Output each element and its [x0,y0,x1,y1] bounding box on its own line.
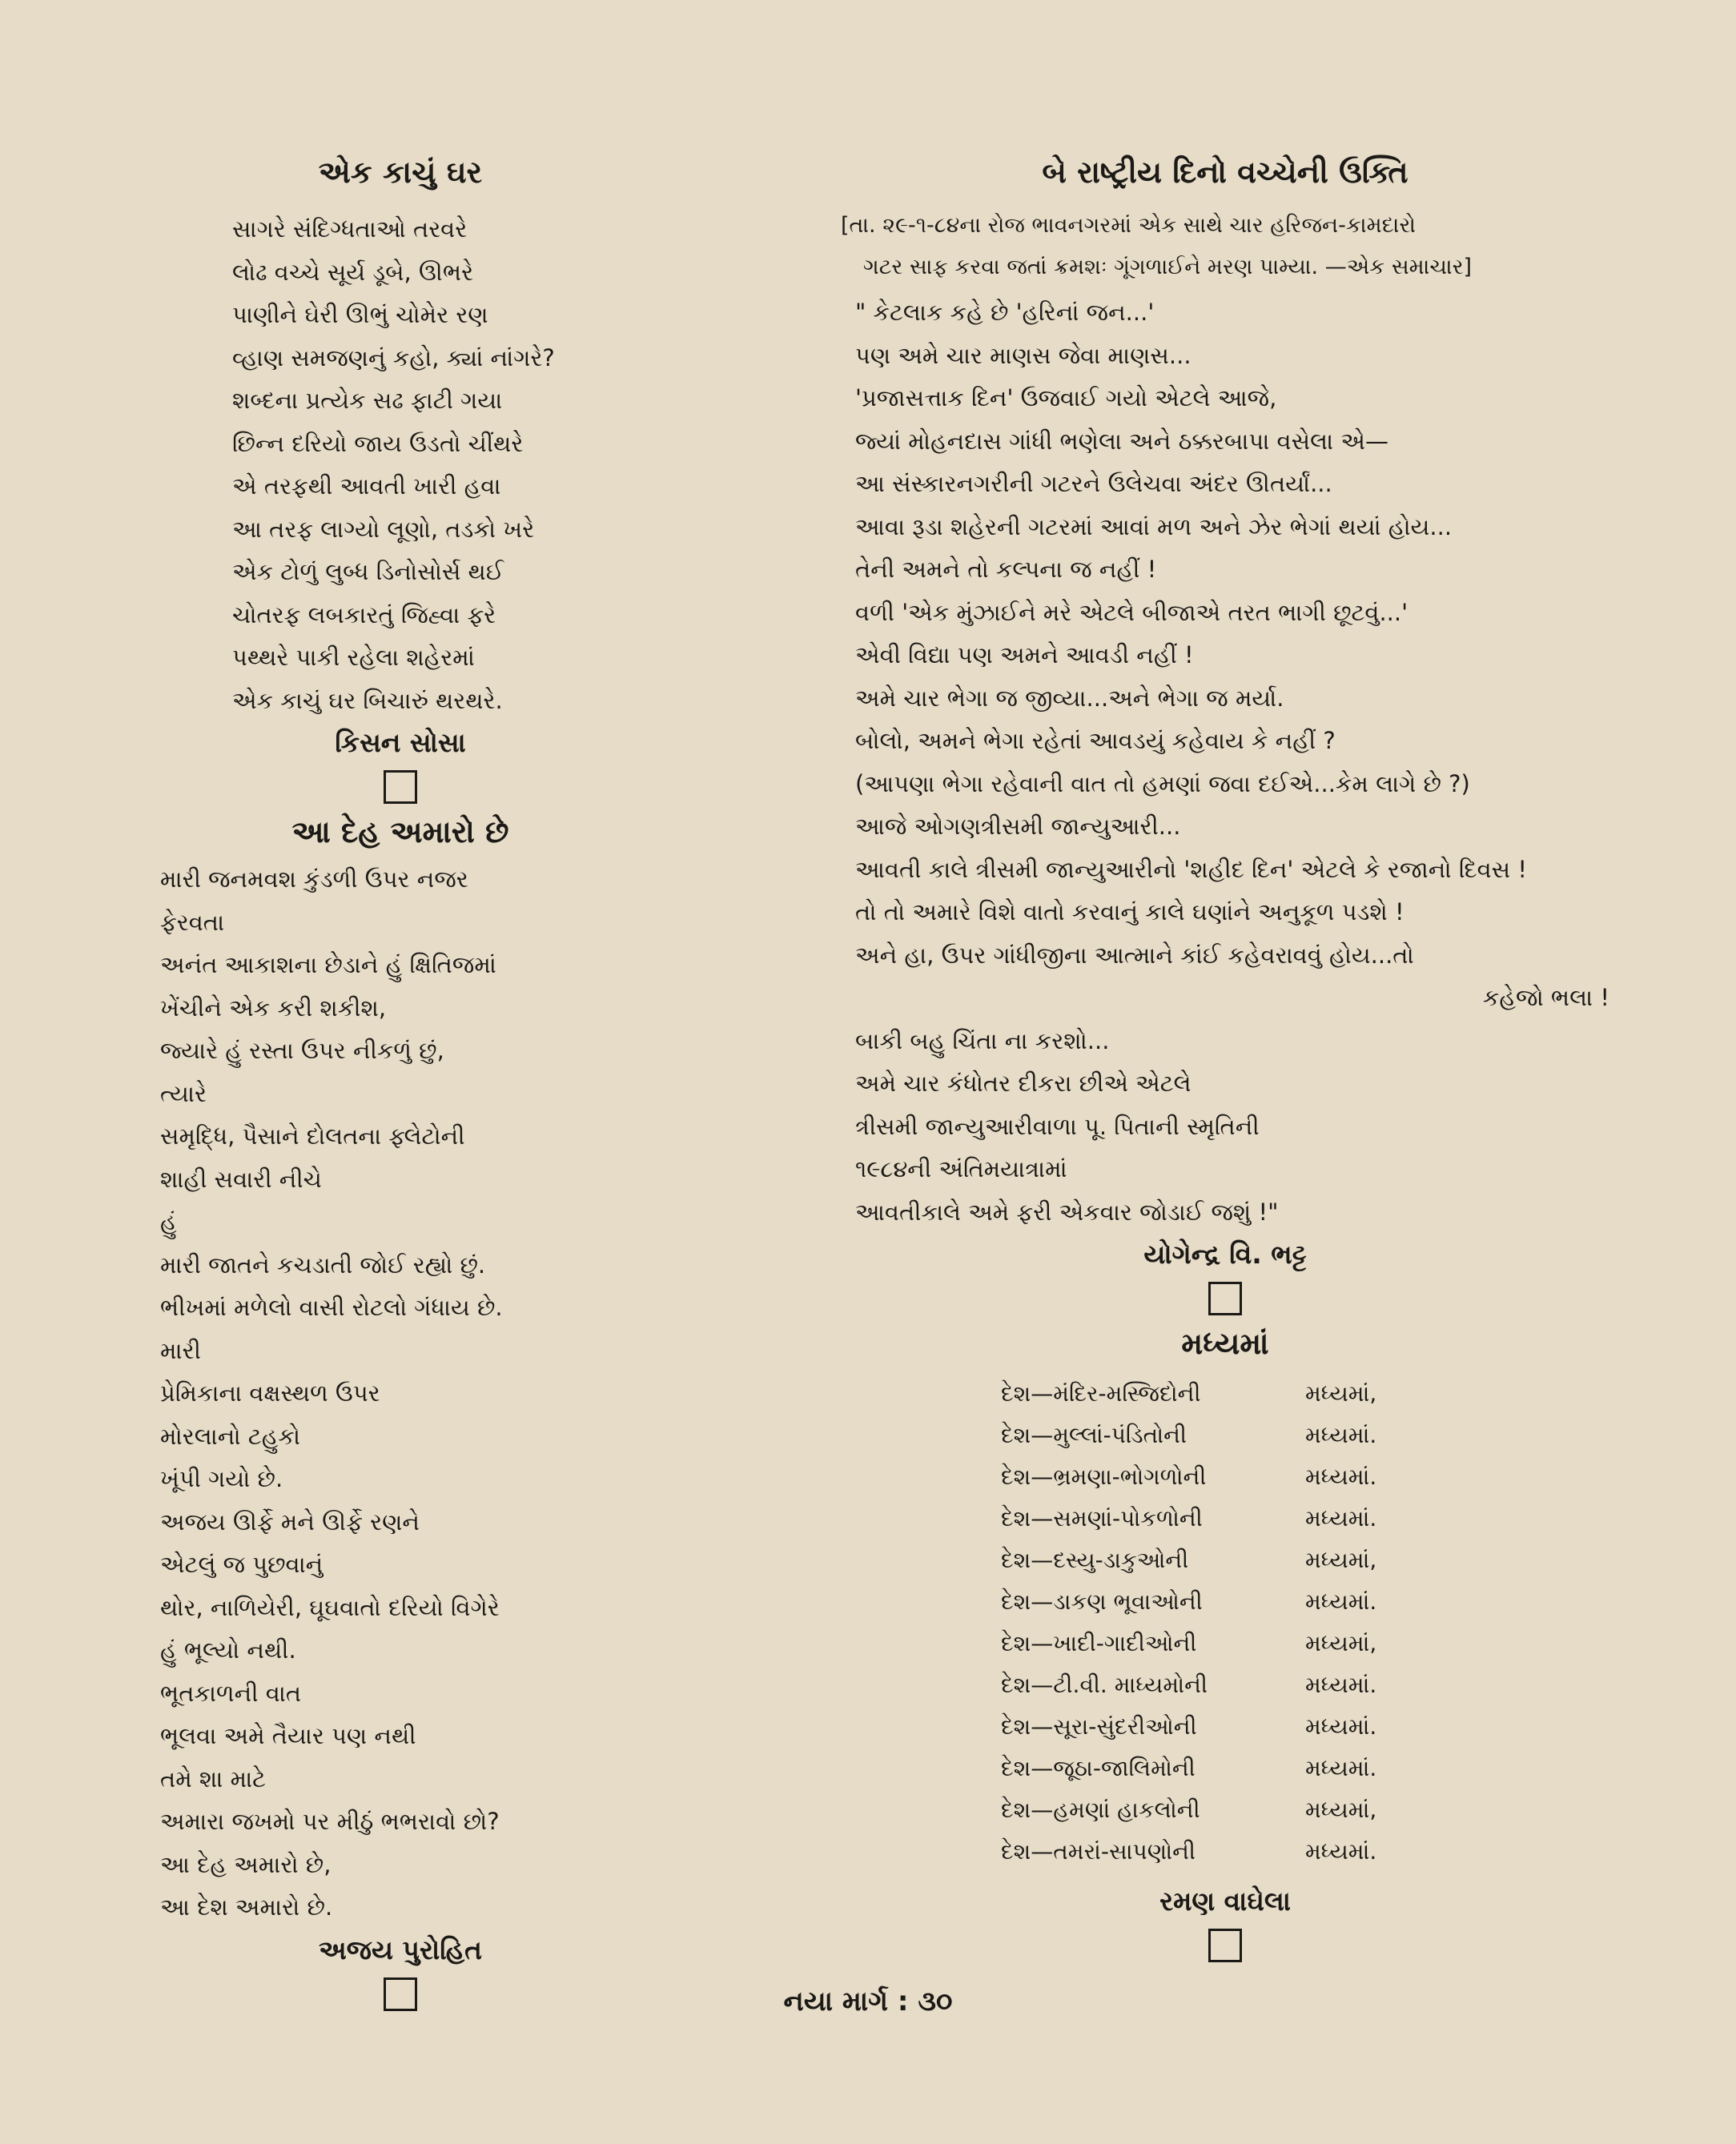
poem-row [1001,1831,1449,1873]
poem-author: રમણ વાઘેલા [1159,1885,1291,1917]
poem-row [1001,1540,1449,1581]
row-text: દેશ—મંદિર-મસ્જિદોની [1001,1380,1201,1407]
poem-line: ત્રીસમી જાન્યુઆરીવાળા પૂ. પિતાની સ્મૃતિની [855,1112,1260,1140]
poem-line: હું [160,1208,177,1235]
poem-line: એક કાચું ઘર બિચારું થરથરે. [232,686,503,714]
row-text: દેશ—ભ્રમણા-ભોગળોની [1001,1463,1207,1490]
row-refrain: મધ્યમાં, [1305,1797,1377,1823]
row-refrain: મધ્યમાં. [1305,1838,1377,1865]
row-text: દેશ—ટી.વી. માધ્યમોની [1001,1672,1208,1698]
row-refrain: મધ્યમાં, [1305,1630,1377,1656]
row-text: દેશ—ખાદી-ગાદીઓની [1001,1630,1197,1656]
poem-line: તમે શા માટે [160,1765,267,1793]
poem-line: બાકી બહુ ચિંતા ના કરશો... [855,1026,1110,1054]
poem-line: ૧૯૮૪ની અંતિમયાત્રામાં [855,1155,1067,1182]
poem-line: ભીખમાં મળેલો વાસી રોટલો ગંધાય છે. [160,1294,503,1321]
row-text: દેશ—મુલ્લાં-પંડિતોની [1001,1422,1187,1448]
row-refrain: મધ્યમાં, [1305,1380,1377,1407]
poem-line: આવતી કાલે ત્રીસમી જાન્યુઆરીનો 'શહીદ દિન' એટલે કે રજાનો દિવસ ! [855,855,1528,883]
poem-row [1001,1456,1449,1498]
madhyam-rows [1001,1373,1449,1873]
poem-line: ખેંચીને એક કરી શકીશ, [160,994,387,1022]
poem-line: શાહી સવારી નીચે [160,1165,322,1193]
row-text: દેશ—સૂરા-સુંદરીઓની [1001,1713,1197,1740]
poem-line: બોલો, અમને ભેગા રહેતાં આવડયું કહેવાય કે નહીં ? [855,727,1336,754]
editorial-note: [તા. ૨૯-૧-૮૪ના રોજ ભાવનગરમાં એક સાથે ચાર હરિજન-કામદારો [841,213,1417,238]
poem-author: યોગેન્દ્ર વિ. ભટ્ટ [1143,1239,1307,1270]
poem-line: ફેરવતા [160,908,225,936]
poem-line: આવા રૂડા શહેરની ગટરમાં આવાં મળ અને ઝેર ભેગાં થયાં હોય... [855,512,1453,540]
row-text: દેશ—ડાકણ ભૂવાઓની [1001,1588,1203,1615]
poem-line: તો તો અમારે વિશે વાતો કરવાનું કાલે ઘણાંને અનુકૂળ પડશે ! [855,898,1404,925]
poem-line: ખૂંપી ગયો છે. [160,1465,283,1492]
poem-row [1001,1415,1449,1456]
row-text: દેશ—હમણાં હાકલોની [1001,1797,1200,1823]
editorial-note: ગટર સાફ કરવા જતાં ક્રમશઃ ગૂંગળાઈને મરણ પામ્યા. —એક સમાચાર] [863,255,1473,279]
poem-title: બે રાષ્ટ્રીય દિનો વચ્ચેની ઉક્તિ [1042,155,1408,190]
poem-line: વળી 'એક મુંઝાઈને મરે એટલે બીજાએ તરત ભાગી છૂટવું...' [855,598,1408,626]
poem-row [1001,1789,1449,1831]
poem-line: ત્યારે [160,1079,207,1107]
poem-line: જ્યારે હું રસ્તા ઉપર નીકળું છું, [160,1037,444,1064]
poem-line: પથ્થરે પાકી રહેલા શહેરમાં [232,644,475,671]
poem-line: આ દેશ અમારો છે. [160,1893,333,1921]
poem-line: સાગરે સંદિગ્ધતાઓ તરવરે [232,215,468,243]
poem-row [1001,1623,1449,1664]
poem-title: મધ્યમાં [1181,1326,1269,1361]
section-divider-box [1208,1282,1242,1315]
poem-aa-deh-amaro-chhe [144,812,657,2011]
poem-line: એવી વિદ્યા પણ અમને આવડી નહીં ! [855,641,1194,668]
poem-line: તેની અમને તો કલ્પના જ નહીં ! [855,556,1157,583]
right-column [841,144,1609,1970]
poem-title: આ દેહ અમારો છે [291,814,509,849]
poem-line: હું ભૂલ્યો નથી. [160,1636,296,1664]
poem-row [1001,1706,1449,1748]
poem-be-rashtriya-dino [841,152,1609,1315]
poem-row [1001,1664,1449,1706]
poem-line: પાણીને ઘેરી ઊભું ચોમેર રણ [232,301,488,328]
row-refrain: મધ્યમાં. [1305,1588,1377,1615]
row-text: દેશ—જૂઠા-જાલિમોની [1001,1755,1196,1781]
row-refrain: મધ્યમાં. [1305,1672,1377,1698]
row-text: દેશ—દસ્યુ-ડાકુઓની [1001,1547,1189,1573]
poem-line: છિન્ન દરિયો જાય ઉડતો ચીંથરે [232,429,524,457]
row-refrain: મધ્યમાં. [1305,1505,1377,1532]
poem-line: મારી [160,1336,201,1364]
poem-line: અજય ઊર્ફે મને ઊર્ફે રણને [160,1508,420,1536]
row-text: દેશ—સમણાં-પોકળોની [1001,1505,1203,1532]
poem-line: (આપણા ભેગા રહેવાની વાત તો હમણાં જવા દઈએ...કેમ લાગે છે ?) [855,769,1470,797]
row-refrain: મધ્યમાં. [1305,1463,1377,1490]
poem-line: 'પ્રજાસત્તાક દિન' ઉજવાઈ ગયો એટલે આજે, [855,384,1277,412]
poem-line: અને હા, ઉપર ગાંધીજીના આત્માને કાંઈ કહેવરાવવું હોય...તો [855,941,1414,969]
poem-row [1001,1748,1449,1789]
poem-line: ભૂતકાળની વાત [160,1679,302,1707]
poem-line: કહેજો ભલા ! [1482,984,1609,1011]
poem-title: એક કાચું ઘર [318,155,483,190]
poem-line: " કેટલાક કહે છે 'હરિનાં જન...' [855,299,1155,326]
row-text: દેશ—તમરાં-સાપણોની [1001,1838,1196,1865]
poem-line: જ્યાં મોહનદાસ ગાંધી ભણેલા અને ઠક્કરબાપા વસેલા એ— [855,427,1388,455]
poem-line: અમે ચાર કંધોતર દીકરા છીએ એટલે [855,1070,1191,1097]
row-refrain: મધ્યમાં. [1305,1755,1377,1781]
row-refrain: મધ્યમાં. [1305,1422,1377,1448]
section-divider-box [1208,1929,1242,1962]
poem-line: અમે ચાર ભેગા જ જીવ્યા...અને ભેગા જ મર્યા. [855,684,1284,712]
poem-author: કિસન સોસા [335,727,466,758]
poem-line: વ્હાણ સમજણનું કહો, ક્યાં નાંગરે? [232,343,555,371]
poem-line: પ્રેમિકાના વક્ષસ્થળ ઉપર [160,1379,380,1407]
row-refrain: મધ્યમાં. [1305,1713,1377,1740]
poem-line: એટલું જ પુછવાનું [160,1551,323,1578]
left-column [144,144,657,2019]
poem-line: મારી જાતને કચડાતી જોઈ રહ્યો છું. [160,1251,486,1279]
poem-line: આજે ઓગણત્રીસમી જાન્યુઆરી... [855,813,1181,840]
poem-line: અનંત આકાશના છેડાને હું ક્ષિતિજમાં [160,951,496,978]
poem-line: ભૂલવા અમે તૈયાર પણ નથી [160,1722,416,1749]
poem-row [1001,1581,1449,1623]
poem-line: સમૃદ્ધિ, પૈસાને દોલતના ફ્લેટોની [160,1122,465,1150]
poem-line: લોઢ વચ્ચે સૂર્ય ડૂબે, ઊભરે [232,258,474,286]
poem-line: આ સંસ્કારનગરીની ગટરને ઉલેચવા અંદર ઊતર્યાં... [855,470,1332,497]
poem-line: આવતીકાલે અમે ફરી એકવાર જોડાઈ જશું !" [855,1198,1279,1226]
poem-line: મારી જનમવશ કુંડળી ઉપર નજર [160,865,468,893]
section-divider-box [384,770,417,804]
poem-row [1001,1498,1449,1540]
poem-line: શબ્દના પ્રત્યેક સઢ ફાટી ગયા [232,387,503,414]
poem-line: આ તરફ લાગ્યો લૂણો, તડકો ખરે [232,515,535,543]
poem-line: થોર, નાળિયેરી, ઘૂઘવાતો દરિયો વિગેરે [160,1593,500,1621]
poem-line: પણ અમે ચાર માણસ જેવા માણસ... [855,341,1191,369]
page-footer: નયા માર્ગ : ૩૦ [783,1985,953,2018]
poem-line: એ તરફથી આવતી ખારી હવા [232,472,501,500]
poem-line: ચોતરફ લબકારતું જિહ્વા ફરે [232,600,496,628]
poem-line: આ દેહ અમારો છે, [160,1850,332,1878]
poem-line: એક ટોળું લુબ્ધ ડિનોસોર્સ થઈ [232,558,504,585]
row-refrain: મધ્યમાં, [1305,1547,1377,1573]
poem-madhyama [841,1323,1609,1962]
poem-line: અમારા જખમો પર મીઠું ભભરાવો છો? [160,1808,500,1835]
poem-ek-kachu-ghar [144,152,657,804]
poem-line: મોરલાનો ટહુકો [160,1422,301,1450]
poem-author: અજય પુરોહિત [318,1933,483,1965]
poem-row [1001,1373,1449,1415]
